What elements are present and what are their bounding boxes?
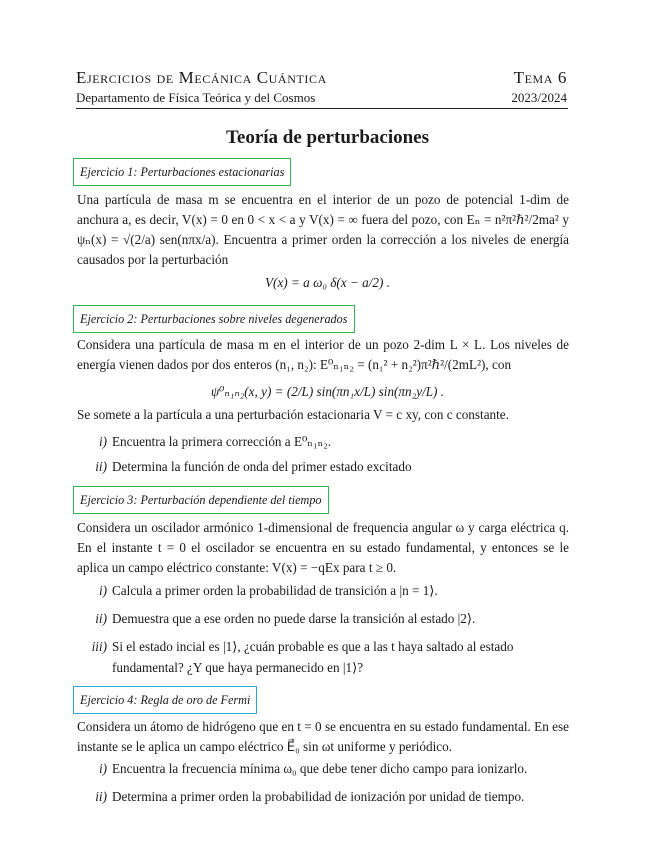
item-number: ii) <box>95 611 107 626</box>
exercise-1-statement: Una partícula de masa m se encuentra en el interior de un pozo de potencial 1-dim de anchura a, es decir, V(x) = 0 en 0 < x < a y V(x) = ∞ fuera del pozo, con Eₙ = n²π²ℏ²/2ma² y ψₙ(x) = √(2/a) sen(nπx/a). Encuentra a primer orden la corrección a los niveles de energía causados por la perturbación <box>77 192 569 267</box>
item-number: i) <box>98 583 107 598</box>
topic-label: Tema 6 <box>513 68 567 87</box>
item-number: i) <box>98 434 107 449</box>
header-left <box>76 68 327 107</box>
item-text: Si el estado incial es |1⟩, ¿cuán probable es que a las t haya saltado al estado fundamental? ¿Y que haya permanecido en |1⟩? <box>112 639 514 675</box>
exercise-2-equation: ψ⁰ₙ₁ₙ₂(x, y) = (2/L) sin(πn₁x/L) sin(πn₂y/L) . <box>210 384 445 399</box>
exercise-4-heading: Ejercicio 4: Regla de oro de Fermi <box>73 686 257 714</box>
page-title: Teoría de perturbaciones <box>225 127 429 148</box>
exercise-2-after: Se somete a la partícula a una perturbación estacionaria V = c xy, con c constante. <box>77 407 509 422</box>
item-text: Encuentra la frecuencia mínima ω₀ que debe tener dicho campo para ionizarlo. <box>112 761 528 776</box>
exercise-4-statement: Considera un átomo de hidrógeno que en t = 0 se encuentra en su estado fundamental. En ese instante se le aplica un campo eléctrico E⃗₀ sin ωt uniforme y periódico. <box>77 719 569 754</box>
exercise-2-statement: Considera una partícula de masa m en el interior de un pozo 2-dim L × L. Los niveles de energía vienen dados por dos enteros (n₁, n₂): E⁰ₙ₁ₙ₂ = (n₁² + n₂²)π²ℏ²/(2mL²), con <box>77 337 569 372</box>
item-number: iii) <box>91 639 107 654</box>
exercise-1-equation: V(x) = a ω₀ δ(x − a/2) . <box>265 275 390 290</box>
course-title: Ejercicios de Mecánica Cuántica <box>76 68 327 87</box>
item-text: Determina a primer orden la probabilidad de ionización por unidad de tiempo. <box>112 789 525 804</box>
header-divider <box>76 108 568 109</box>
department-name: Departamento de Física Teórica y del Cosmos <box>76 90 316 105</box>
item-text: Determina la función de onda del primer estado excitado <box>112 459 412 474</box>
exercise-3-statement: Considera un oscilador armónico 1-dimensional de frequencia angular ω y carga eléctrica q. En el instante t = 0 el oscilador se encuentra en su estado fundamental, y entonces se le aplica un campo eléctrico constante: V(x) = −qEx para t ≥ 0. <box>77 520 569 575</box>
item-number: ii) <box>95 789 107 804</box>
item-number: ii) <box>95 459 107 474</box>
item-text: Encuentra la primera corrección a E⁰ₙ₁ₙ₂. <box>112 434 332 449</box>
item-text: Calcula a primer orden la probabilidad de transición a |n = 1⟩. <box>112 583 438 598</box>
exercise-2-heading: Ejercicio 2: Perturbaciones sobre niveles degenerados <box>73 305 355 333</box>
item-text: Demuestra que a ese orden no puede darse la transición al estado |2⟩. <box>112 611 476 626</box>
exercise-3-heading: Ejercicio 3: Perturbación dependiente del tiempo <box>73 486 329 514</box>
academic-year: 2023/2024 <box>511 90 567 105</box>
item-number: i) <box>98 761 107 776</box>
exercise-1-heading: Ejercicio 1: Perturbaciones estacionarias <box>73 158 291 186</box>
header-right <box>511 68 567 107</box>
